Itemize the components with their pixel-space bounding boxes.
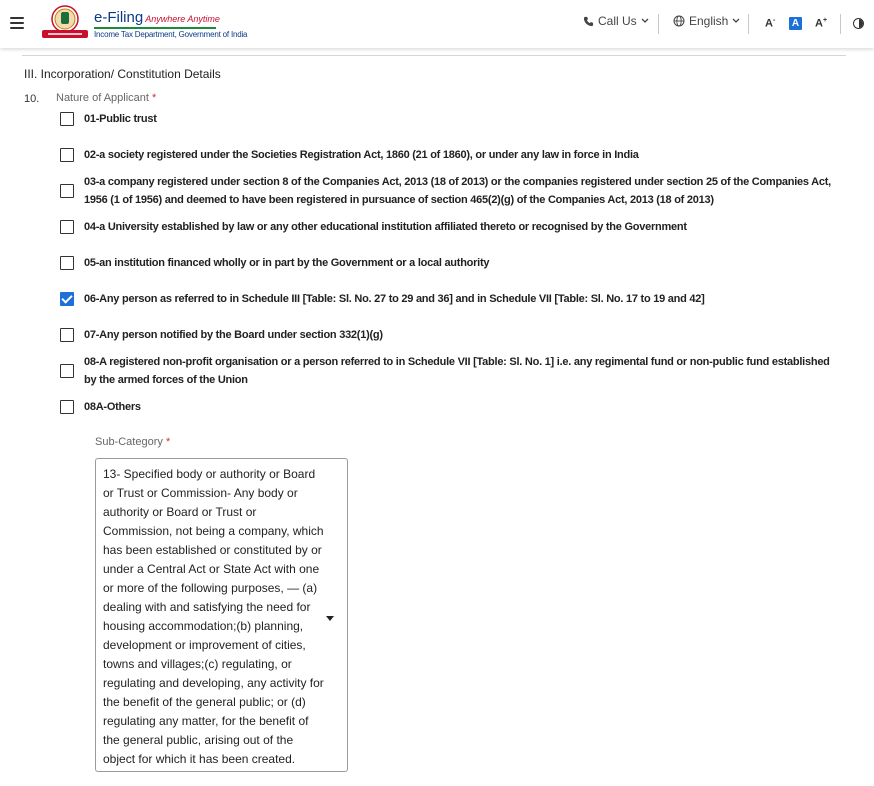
brand-underline [94, 27, 216, 29]
brand-subtitle: Income Tax Department, Government of India [94, 30, 248, 39]
font-increase-button[interactable]: A+ [815, 17, 828, 30]
checkbox[interactable] [60, 400, 74, 414]
font-decrease-button[interactable]: A- [765, 17, 776, 30]
option-08-non-profit[interactable] [60, 353, 840, 389]
option-label: 06-Any person as referred to in Schedule III [Table: Sl. No. 27 to 29 and 36] and in Schedule VII [Table: Sl. No. 17 to 19 and 42] [84, 293, 705, 305]
header-separator [840, 14, 841, 34]
brand-tagline: Anywhere Anytime [145, 14, 220, 24]
language-dropdown[interactable] [673, 14, 740, 28]
option-label: 05-an institution financed wholly or in part by the Government or a local authority [84, 257, 490, 269]
option-06-schedule-person[interactable] [60, 290, 840, 308]
font-normal-button[interactable]: A [789, 17, 802, 30]
caret-down-icon[interactable] [326, 616, 334, 621]
option-03-company[interactable] [60, 173, 840, 209]
question-number: 10. [24, 93, 40, 105]
option-label: 04-a University established by law or any other educational institution affiliated thereto or recognised by the Government [84, 221, 687, 233]
option-04-university[interactable] [60, 218, 840, 236]
option-label: 08A-Others [84, 401, 141, 413]
contrast-toggle-icon[interactable] [853, 18, 864, 29]
header-separator [748, 14, 749, 34]
checkbox[interactable] [60, 148, 74, 162]
checkbox[interactable] [60, 112, 74, 126]
income-tax-emblem-logo[interactable] [40, 4, 90, 42]
section-title: III. Incorporation/ Constitution Details [24, 67, 221, 81]
required-marker: * [165, 436, 171, 448]
sub-category-select[interactable] [95, 458, 348, 772]
call-us-label: Call Us [598, 14, 637, 28]
option-07-notified-person[interactable] [60, 326, 840, 344]
option-label: 01-Public trust [84, 113, 157, 125]
checkbox[interactable] [60, 256, 74, 270]
checkbox[interactable] [60, 184, 74, 198]
option-05-institution[interactable] [60, 254, 840, 272]
sub-category-value: 13- Specified body or authority or Board or Trust or Commission- Any body or authority or Board or Trust or Commission, not being a company, which has been established or constituted by or under a Central Act or State Act with one or more of the following purposes, — (a) dealing with and satisfying the need for housing accommodation;(b) planning, development or improvement of cities, towns and villages;(c) regulating, or regulating and developing, any activity for the benefit of the general public; or (d) regulating any matter, for the benefit of the general public, arising out of the object for which it has been created. [103, 467, 324, 766]
checkbox-checked[interactable] [60, 292, 74, 306]
checkbox[interactable] [60, 328, 74, 342]
option-label: 07-Any person notified by the Board under section 332(1)(g) [84, 329, 383, 341]
section-divider [22, 55, 846, 56]
brand-title: e-Filing Anywhere Anytime [94, 9, 220, 26]
option-01-public-trust[interactable] [60, 110, 840, 128]
call-us-dropdown[interactable] [583, 14, 649, 28]
checkbox[interactable] [60, 364, 74, 378]
required-marker: * [152, 92, 157, 104]
top-header [0, 0, 874, 48]
chevron-down-icon [641, 18, 649, 24]
option-02-society[interactable] [60, 146, 840, 164]
phone-icon [583, 16, 594, 27]
sub-category-label: Sub-Category * [95, 436, 171, 448]
option-label: 08-A registered non-profit organisation or a person referred to in Schedule VII [Table: Sl. No. 1] i.e. any regimental fund or non-public fund established by the armed forces of the Union [84, 356, 830, 386]
header-separator [658, 14, 659, 34]
option-08a-others[interactable] [60, 398, 840, 416]
option-label: 02-a society registered under the Societies Registration Act, 1860 (21 of 1860), or under any law in force in India [84, 149, 639, 161]
question-label: Nature of Applicant * [56, 92, 157, 104]
globe-icon [673, 15, 685, 27]
option-label: 03-a company registered under section 8 of the Companies Act, 2013 (18 of 2013) or the companies registered under section 25 of the Companies Act, 1956 (1 of 1956) and deemed to have been registered in pursuance of section 465(2)(g) of the Companies Act, 2013 (18 of 2013) [84, 176, 831, 206]
chevron-down-icon [732, 18, 740, 24]
brand-block[interactable] [94, 9, 247, 39]
menu-icon[interactable] [10, 17, 24, 29]
checkbox[interactable] [60, 220, 74, 234]
language-label: English [689, 14, 729, 28]
